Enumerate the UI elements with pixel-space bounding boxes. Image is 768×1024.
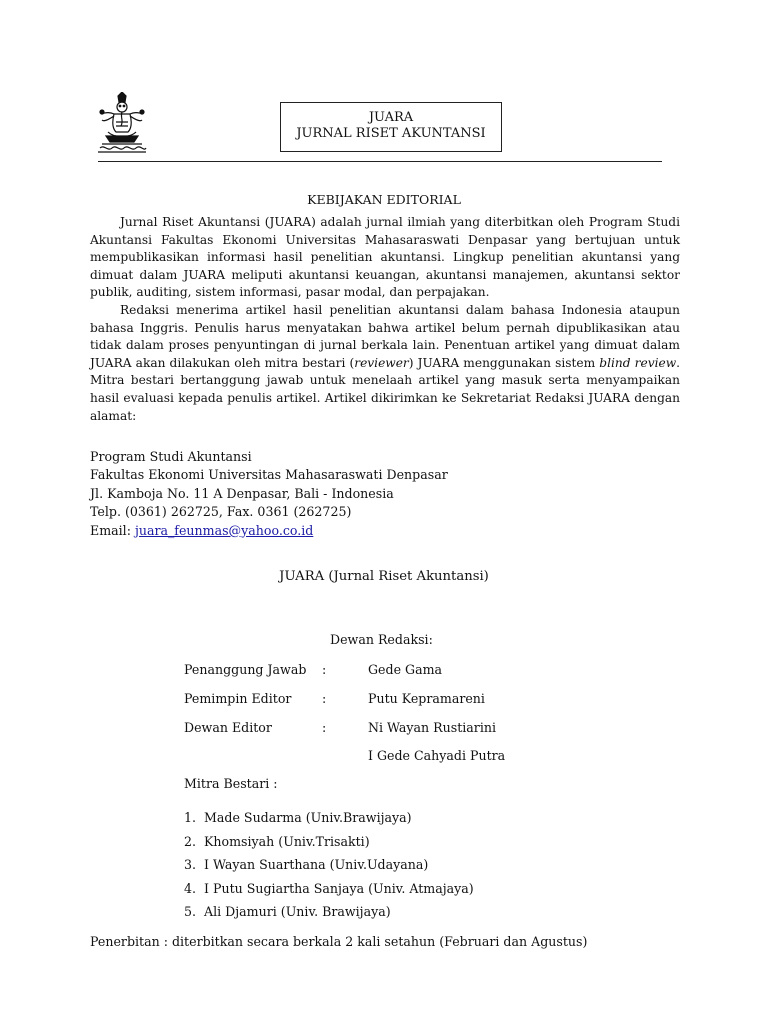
- board-role: Penanggung Jawab: [184, 662, 307, 677]
- email-label: Email:: [90, 522, 135, 538]
- address-block: [90, 448, 448, 540]
- list-item: 3. I Wayan Suarthana (Univ.Udayana): [184, 857, 429, 872]
- list-item: 5. Ali Djamuri (Univ. Brawijaya): [184, 904, 391, 919]
- editorial-body: [90, 214, 680, 425]
- list-item: 2. Khomsiyah (Univ.Trisakti): [184, 833, 370, 849]
- editorial-heading: KEBIJAKAN EDITORIAL: [307, 192, 461, 207]
- board-colon: :: [322, 691, 327, 706]
- board-name: Ni Wayan Rustiarini: [368, 720, 496, 735]
- email-link[interactable]: juara_feunmas@yahoo.co.id: [134, 522, 314, 538]
- mitra-bestari-heading: Mitra Bestari :: [184, 776, 278, 791]
- email-line: [90, 522, 448, 540]
- address-line-1: Program Studi Akuntansi: [90, 449, 252, 464]
- board-heading: Dewan Redaksi:: [330, 632, 433, 647]
- mitra-bestari-list: [184, 806, 474, 924]
- address-line-2: Fakultas Ekonomi Universitas Mahasaraswati Denpasar: [90, 467, 448, 483]
- title-line-1: JUARA: [368, 110, 414, 125]
- board-role: Dewan Editor: [184, 720, 272, 735]
- list-item: 1. Made Sudarma (Univ.Brawijaya): [184, 810, 412, 825]
- board-name: Putu Kepramareni: [368, 691, 485, 706]
- board-role: Pemimpin Editor: [184, 691, 292, 706]
- list-item: 4. I Putu Sugiartha Sanjaya (Univ. Atmajaya): [184, 880, 474, 896]
- blind-review-term: blind review: [599, 355, 677, 370]
- publication-frequency: Penerbitan : diterbitkan secara berkala 2 kali setahun (Februari dan Agustus): [90, 934, 588, 949]
- board-name: Gede Gama: [368, 662, 443, 677]
- university-emblem-icon: [94, 92, 150, 156]
- address-line-3: Jl. Kamboja No. 11 A Denpasar, Bali - Indonesia: [90, 485, 394, 501]
- journal-title-box: [280, 102, 502, 152]
- editorial-paragraph-1: Jurnal Riset Akuntansi (JUARA) adalah jurnal ilmiah yang diterbitkan oleh Program Studi Akuntansi Fakultas Ekonomi Universitas Mahasaraswati Denpasar yang bertujuan untuk mempublikasikan informasi hasil penelitian akuntansi. Lingkup penelitian akuntansi yang dimuat dalam JUARA meliputi akuntansi keuangan, akuntansi manajemen, akuntansi sektor publik, auditing, sistem informasi, pasar modal, dan perpajakan.: [90, 215, 680, 300]
- address-line-4: Telp. (0361) 262725, Fax. 0361 (262725): [90, 504, 352, 520]
- editorial-paragraph-2: Redaksi menerima artikel hasil penelitian akuntansi dalam bahasa Indonesia ataupun bahasa Inggris. Penulis harus menyatakan bahwa artikel belum pernah dipublikasikan atau tidak dalam proses penyuntingan di jurnal berkala lain. Penentuan artikel yang dimuat dalam JUARA akan dilakukan oleh mitra bestari (reviewer) JUARA menggunakan sistem blind review. Mitra bestari bertanggung jawab untuk menelaah artikel yang masuk serta menyampaikan hasil evaluasi kepada penulis artikel. Artikel dikirimkan ke Sekretariat Redaksi JUARA dengan alamat:: [90, 302, 680, 423]
- board-colon: :: [322, 662, 327, 677]
- board-name: I Gede Cahyadi Putra: [368, 748, 506, 763]
- title-line-2: JURNAL RISET AKUNTANSI: [296, 126, 486, 141]
- header-divider: [98, 161, 662, 162]
- board-colon: :: [322, 720, 327, 735]
- journal-full-title: JUARA (Jurnal Riset Akuntansi): [279, 569, 489, 584]
- reviewer-term: reviewer: [354, 355, 409, 370]
